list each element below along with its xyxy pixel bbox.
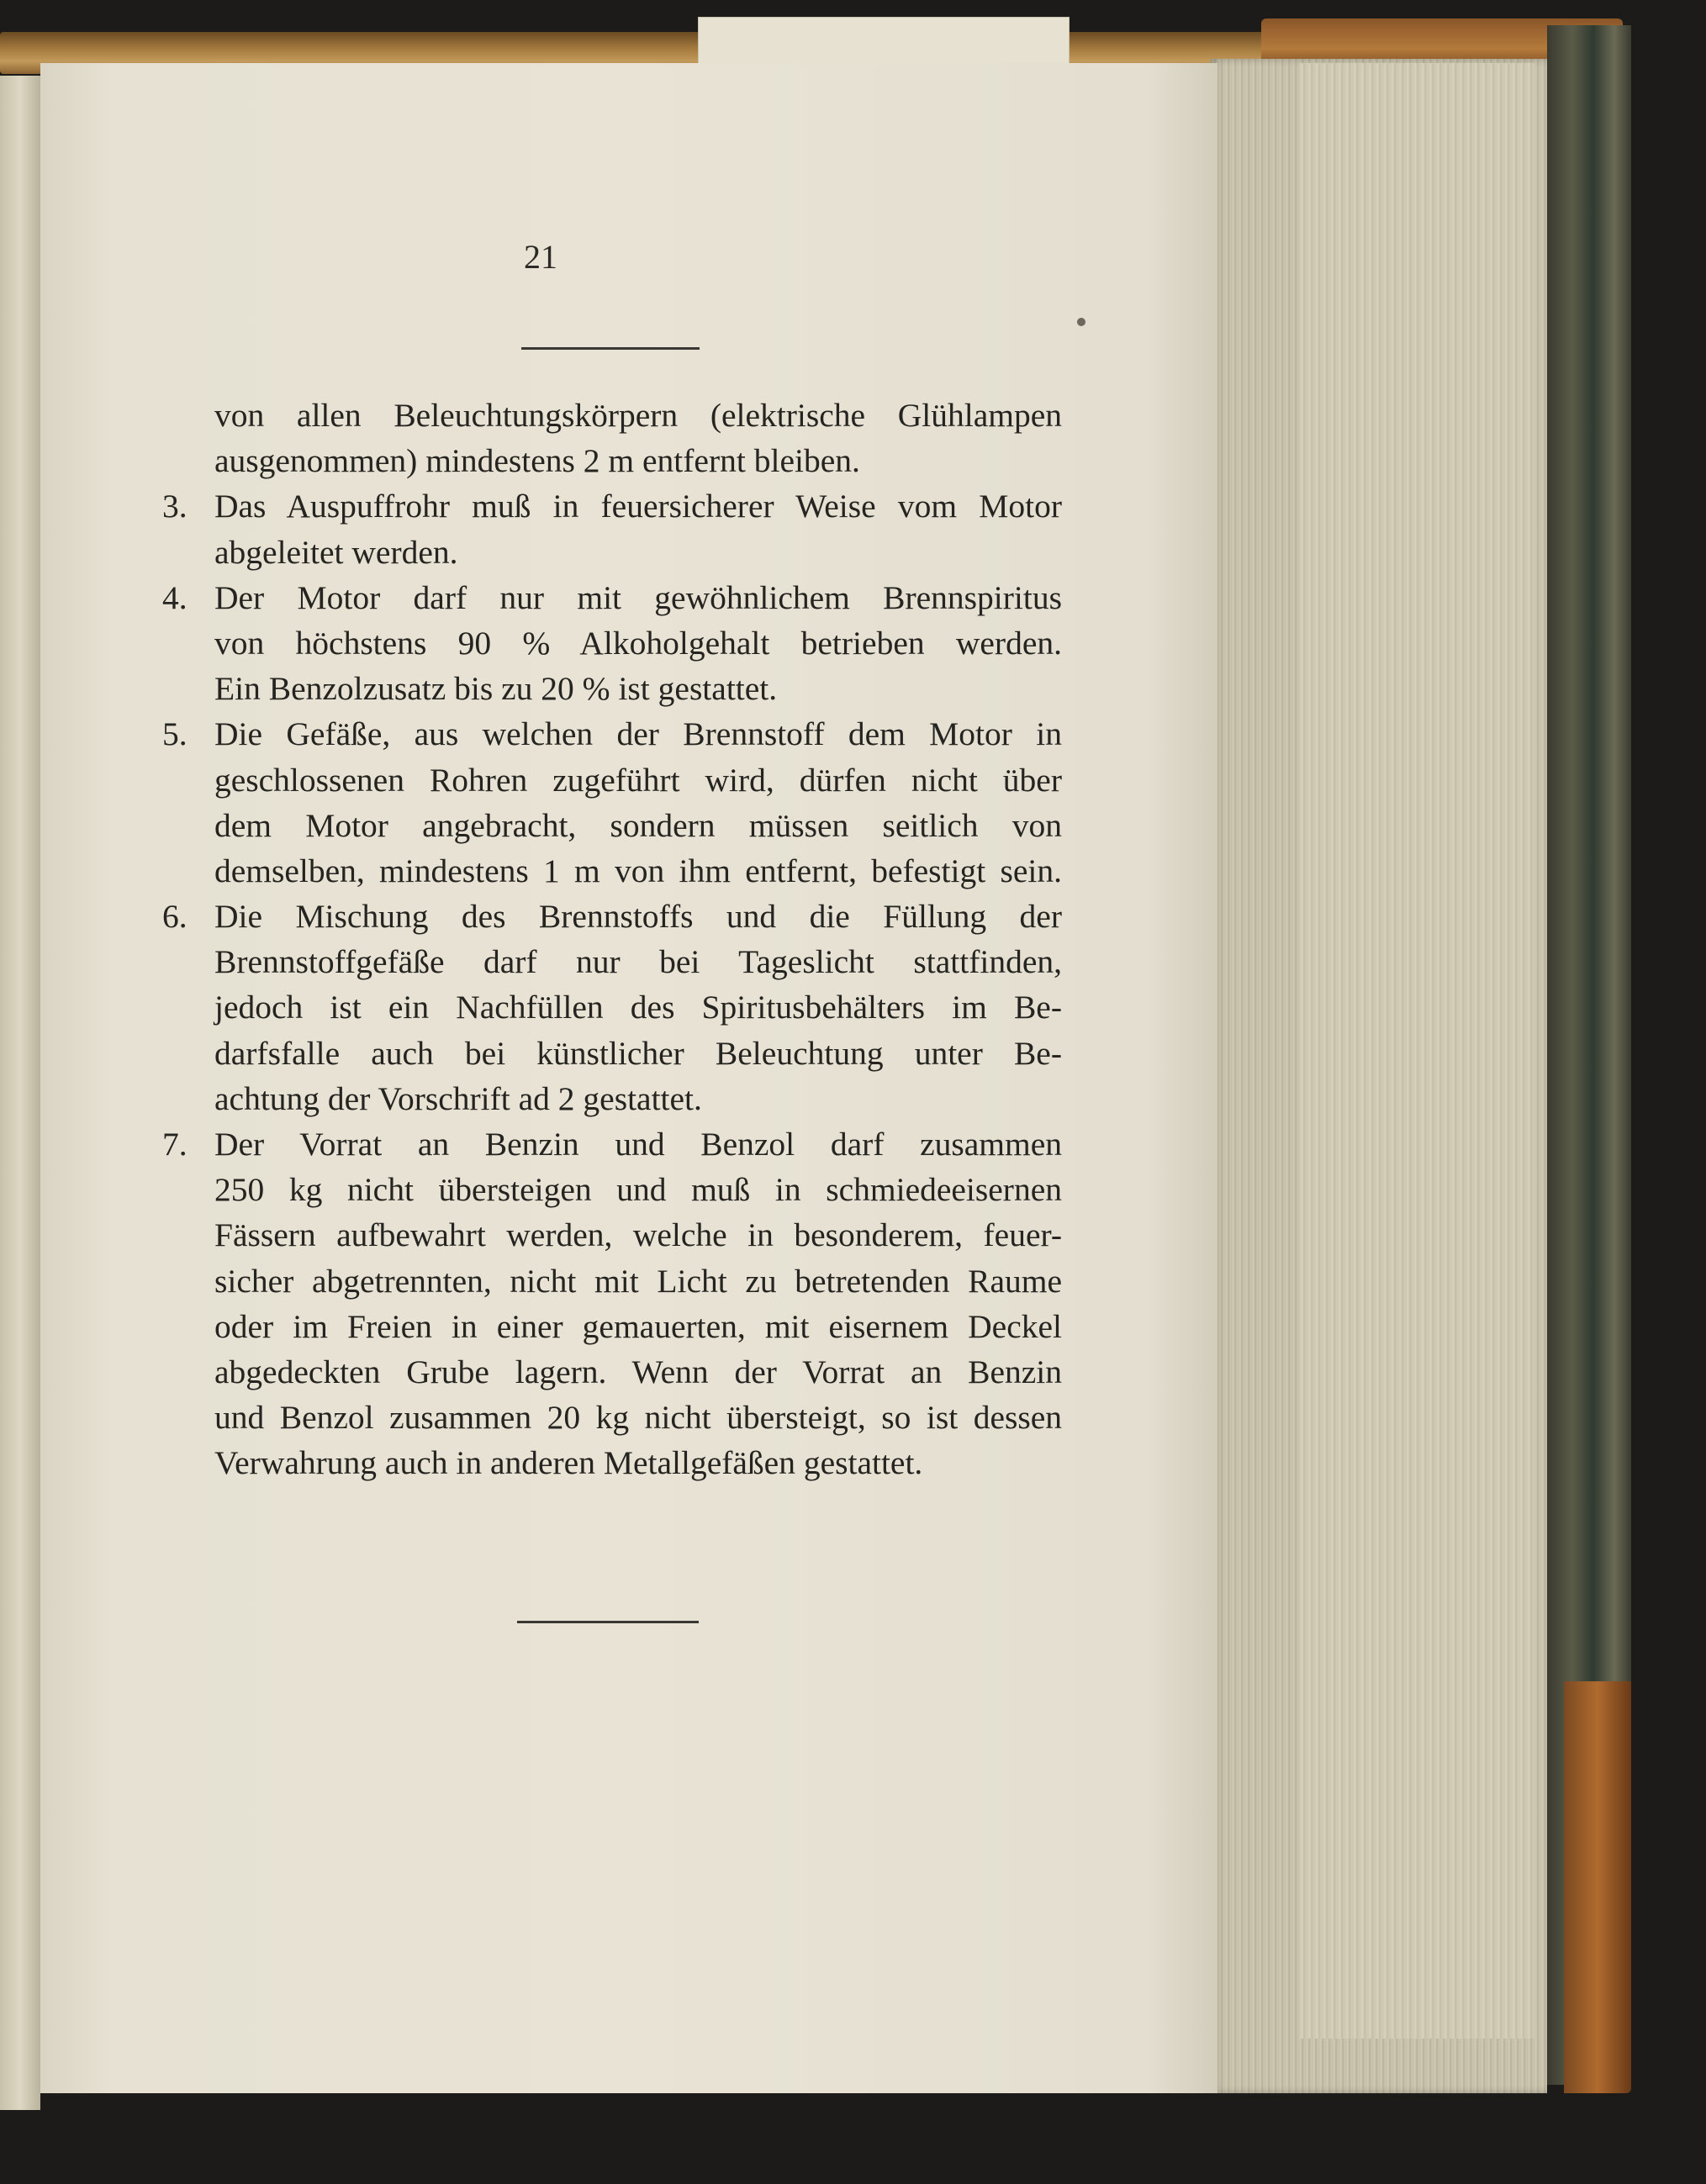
- text-line: [162, 575, 1062, 620]
- text-line: [162, 711, 1062, 757]
- text-line: [162, 1440, 1062, 1485]
- item-number: 5.: [162, 715, 188, 753]
- line-text: sicher abgetrennten, nicht mit Licht zu betretenden Raume: [214, 1262, 1062, 1300]
- line-text: und Benzol zusammen 20 kg nicht übersteigt, so ist dessen: [214, 1399, 1062, 1437]
- line-text: Das Auspuffrohr muß in feuersicherer Weise vom Motor: [214, 488, 1062, 525]
- line-text: Ein Benzolzusatz bis zu 20 % ist gestattet.: [214, 670, 778, 708]
- text-line: [162, 757, 1062, 803]
- header-rule: [521, 347, 700, 350]
- page-block-highlight: [1299, 63, 1534, 2039]
- line-text: Fässern aufbewahrt werden, welche in besonderem, feuer-: [214, 1216, 1062, 1254]
- bookmark-slip: [698, 17, 1070, 65]
- text-line: [162, 666, 1062, 711]
- text-line: [162, 1121, 1062, 1167]
- line-text: abgedeckten Grube lagern. Wenn der Vorrat an Benzin: [214, 1353, 1062, 1390]
- line-text: Der Motor darf nur mit gewöhnlichem Brennspiritus: [214, 578, 1062, 616]
- line-text: achtung der Vorschrift ad 2 gestattet.: [214, 1079, 702, 1117]
- text-line: [162, 393, 1062, 438]
- text-line: [162, 1349, 1062, 1395]
- line-text: Der Vorrat an Benzin und Benzol darf zusammen: [214, 1126, 1062, 1163]
- text-line: [162, 620, 1062, 666]
- line-text: darfsfalle auch bei künstlicher Beleuchtung unter Be-: [214, 1034, 1062, 1072]
- line-text: Die Gefäße, aus welchen der Brennstoff dem Motor in: [214, 715, 1062, 753]
- text-line: [162, 1258, 1062, 1304]
- line-text: Brennstoffgefäße darf nur bei Tageslicht stattfinden,: [214, 943, 1062, 981]
- page-number: 21: [524, 238, 557, 276]
- line-text: demselben, mindestens 1 m von ihm entfernt, befestigt sein.: [214, 852, 1062, 889]
- text-line: [162, 438, 1062, 483]
- body-text: [162, 393, 1062, 1486]
- text-line: [162, 1167, 1062, 1212]
- item-number: 6.: [162, 898, 188, 936]
- book-page: [40, 63, 1217, 2093]
- text-line: [162, 1304, 1062, 1349]
- line-text: von allen Beleuchtungskörpern (elektrische Glühlampen: [214, 397, 1062, 434]
- item-number: 7.: [162, 1126, 188, 1163]
- text-line: [162, 483, 1062, 529]
- line-text: 250 kg nicht übersteigen und muß in schmiedeeisernen: [214, 1171, 1062, 1209]
- line-text: ausgenommen) mindestens 2 m entfernt bleiben.: [214, 442, 860, 480]
- closing-rule: [517, 1621, 699, 1623]
- text-line: [162, 530, 1062, 575]
- text-line: [162, 984, 1062, 1030]
- text-line: [162, 939, 1062, 984]
- cover-leather-bottom-corner: [1564, 1681, 1631, 2093]
- line-text: von höchstens 90 % Alkoholgehalt betrieben werden.: [214, 624, 1062, 662]
- line-text: Verwahrung auch in anderen Metallgefäßen gestattet.: [214, 1444, 923, 1482]
- text-line: [162, 848, 1062, 894]
- ink-speck: [1077, 318, 1085, 326]
- line-text: dem Motor angebracht, sondern müssen seitlich von: [214, 806, 1062, 844]
- item-number: 3.: [162, 488, 188, 525]
- facing-page-edge: [0, 76, 40, 2110]
- text-line: [162, 1076, 1062, 1121]
- text-line: [162, 894, 1062, 939]
- text-line: [162, 803, 1062, 848]
- text-line: [162, 1212, 1062, 1258]
- text-line: [162, 1031, 1062, 1076]
- item-number: 4.: [162, 578, 188, 616]
- line-text: oder im Freien in einer gemauerten, mit eisernem Deckel: [214, 1307, 1062, 1345]
- line-text: geschlossenen Rohren zugeführt wird, dürfen nicht über: [214, 761, 1062, 799]
- line-text: Die Mischung des Brennstoffs und die Füllung der: [214, 898, 1062, 936]
- text-line: [162, 1395, 1062, 1440]
- line-text: abgeleitet werden.: [214, 533, 458, 571]
- line-text: jedoch ist ein Nachfüllen des Spiritusbehälters im Be-: [214, 989, 1062, 1026]
